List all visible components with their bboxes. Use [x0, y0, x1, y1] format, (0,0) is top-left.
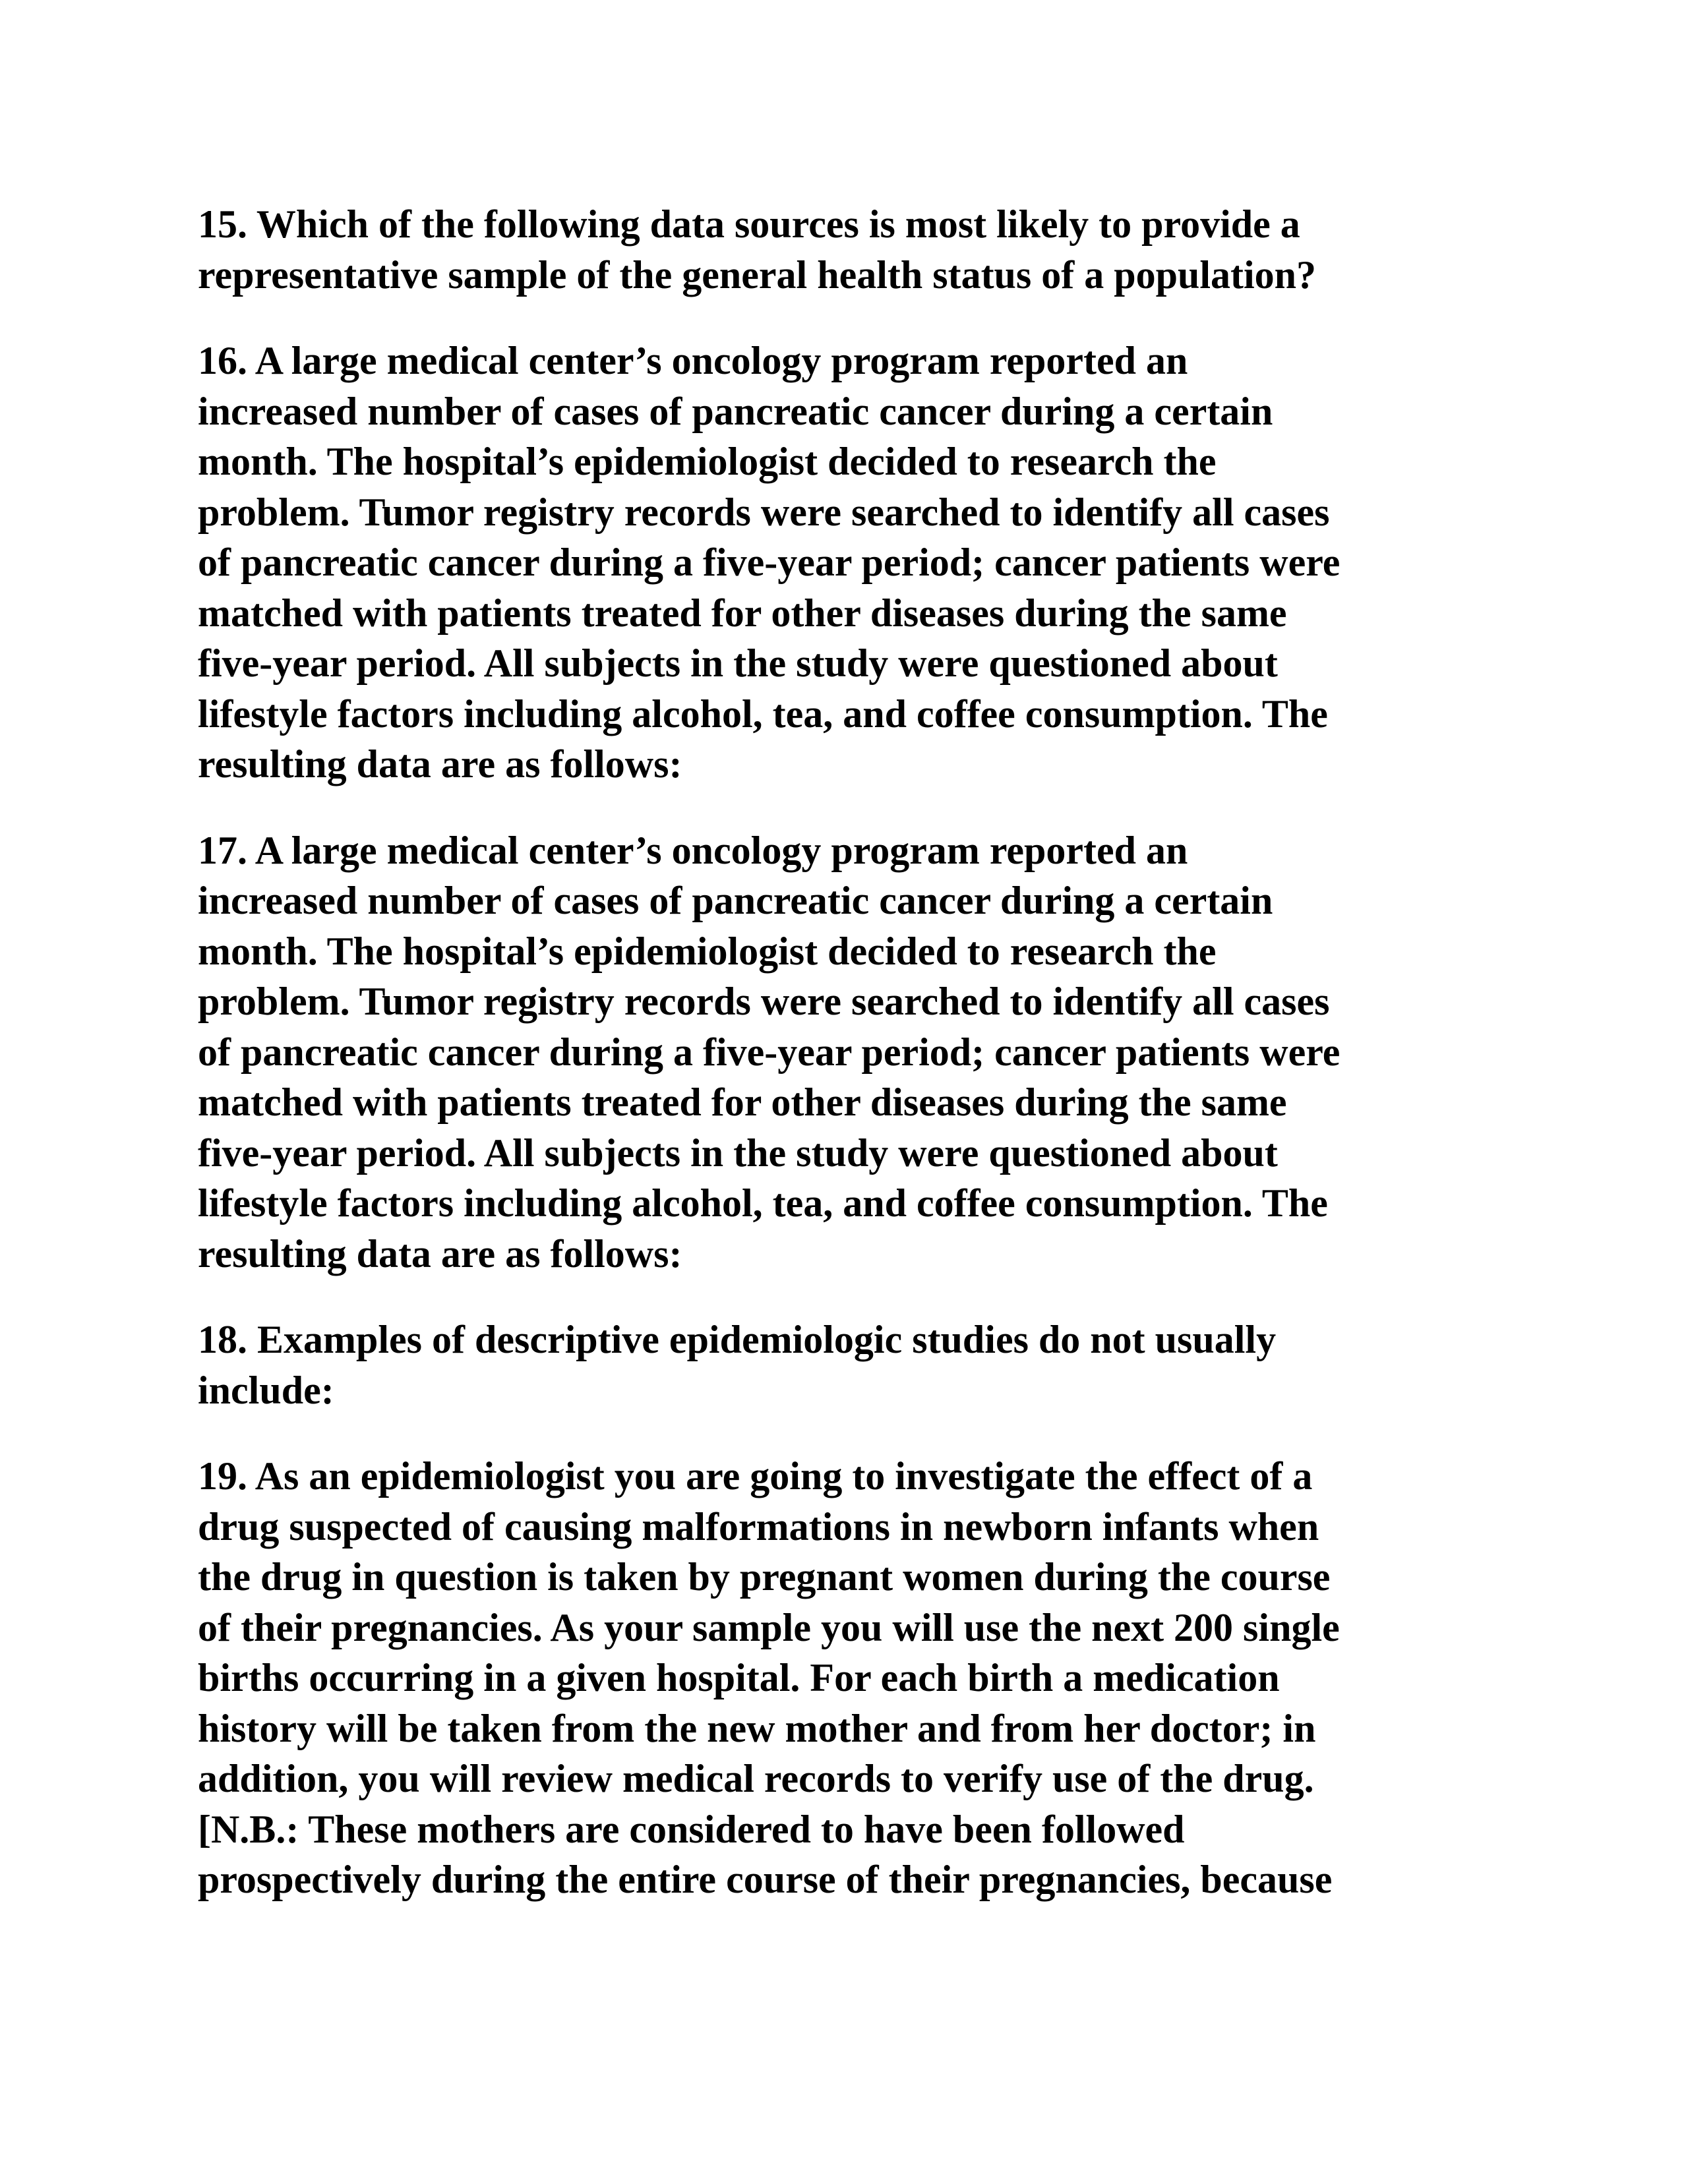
text-line: increased number of cases of pancreatic cancer during a certain: [198, 389, 1273, 433]
text-line: lifestyle factors including alcohol, tea, and coffee consumption. The: [198, 692, 1328, 736]
text-line: 16. A large medical center’s oncology program reported an: [198, 339, 1188, 382]
text-line: the drug in question is taken by pregnant women during the course: [198, 1555, 1331, 1599]
text-line: history will be taken from the new mother and from her doctor; in: [198, 1706, 1316, 1750]
text-line: problem. Tumor registry records were searched to identify all cases: [198, 490, 1330, 534]
text-line: 19. As an epidemiologist you are going to investigate the effect of a: [198, 1454, 1313, 1498]
text-line: prospectively during the entire course of their pregnancies, because: [198, 1858, 1333, 1901]
text-line: addition, you will review medical records to verify use of the drug.: [198, 1757, 1314, 1800]
text-line: lifestyle factors including alcohol, tea, and coffee consumption. The: [198, 1181, 1328, 1225]
text-line: month. The hospital’s epidemiologist decided to research the: [198, 929, 1217, 973]
question-18: [198, 1314, 1490, 1415]
text-line: five-year period. All subjects in the study were questioned about: [198, 641, 1278, 685]
text-line: 15. Which of the following data sources is most likely to provide a: [198, 202, 1300, 246]
text-line: resulting data are as follows:: [198, 1231, 682, 1276]
text-line: 17. A large medical center’s oncology program reported an: [198, 828, 1188, 872]
text-line: births occurring in a given hospital. For each birth a medication: [198, 1656, 1280, 1699]
text-line: matched with patients treated for other diseases during the same: [198, 1080, 1287, 1124]
question-19: [198, 1451, 1490, 1905]
text-line: representative sample of the general health status of a population?: [198, 252, 1317, 297]
text-line: of pancreatic cancer during a five-year period; cancer patients were: [198, 1030, 1341, 1074]
text-line: 18. Examples of descriptive epidemiologic studies do not usually: [198, 1318, 1277, 1361]
text-line: [N.B.: These mothers are considered to have been followed: [198, 1807, 1185, 1851]
text-line: month. The hospital’s epidemiologist decided to research the: [198, 440, 1217, 483]
document-body: [198, 199, 1490, 1941]
text-line: of pancreatic cancer during a five-year period; cancer patients were: [198, 541, 1341, 584]
text-line: drug suspected of causing malformations in newborn infants when: [198, 1504, 1319, 1549]
text-line: increased number of cases of pancreatic cancer during a certain: [198, 879, 1273, 922]
question-16: [198, 336, 1490, 790]
text-line: five-year period. All subjects in the study were questioned about: [198, 1131, 1278, 1175]
text-line: resulting data are as follows:: [198, 742, 682, 786]
question-15: [198, 199, 1490, 300]
question-17: [198, 825, 1490, 1280]
text-line: matched with patients treated for other diseases during the same: [198, 591, 1287, 635]
text-line: include:: [198, 1368, 334, 1412]
text-line: of their pregnancies. As your sample you will use the next 200 single: [198, 1605, 1340, 1649]
text-line: problem. Tumor registry records were searched to identify all cases: [198, 980, 1330, 1023]
